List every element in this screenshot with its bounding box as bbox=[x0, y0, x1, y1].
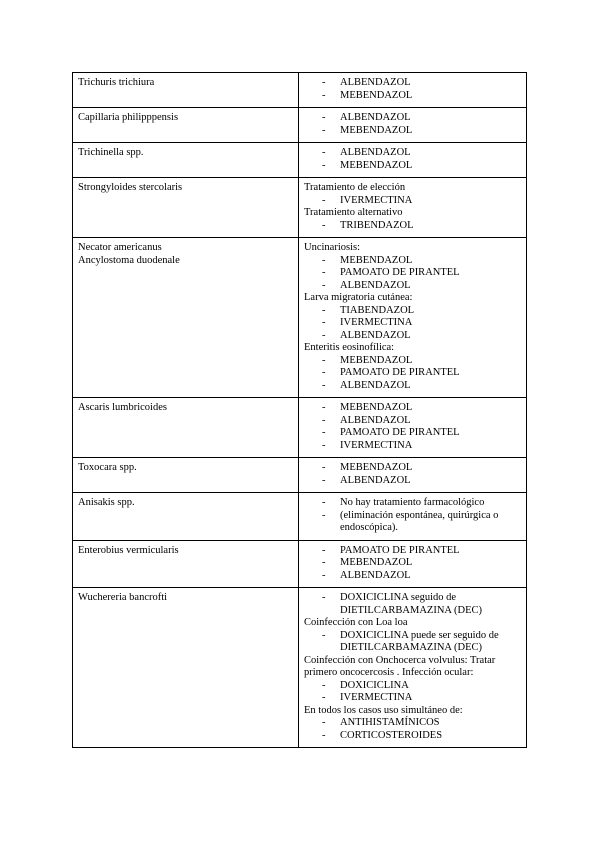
organism-name: Toxocara spp. bbox=[78, 462, 137, 473]
drug-name: IVERMECTINA bbox=[340, 692, 413, 703]
bullet-dash: - bbox=[322, 679, 326, 691]
organism-cell bbox=[73, 108, 299, 143]
drug-name: (eliminación espontánea, quirúrgica o endoscópica). bbox=[340, 509, 499, 533]
drug-name: DOXICICLINA puede ser seguido de DIETILCARBAMAZINA (DEC) bbox=[340, 629, 499, 653]
treatment-heading: Tratamiento de elección bbox=[304, 182, 406, 193]
organism-name: Trichinella spp. bbox=[78, 147, 144, 158]
drug-list-item bbox=[304, 195, 521, 208]
organism-name: Anisakis spp. bbox=[78, 497, 135, 508]
bullet-dash: - bbox=[322, 629, 326, 641]
bullet-dash: - bbox=[322, 194, 326, 206]
bullet-dash: - bbox=[322, 279, 326, 291]
drug-name: MEBENDAZOL bbox=[340, 254, 413, 266]
table-row bbox=[73, 458, 527, 493]
table-body bbox=[73, 73, 527, 748]
bullet-dash: - bbox=[322, 414, 326, 426]
drug-name: MEBENDAZOL bbox=[340, 124, 413, 136]
drug-list-item bbox=[304, 570, 521, 583]
drug-name: ALBENDAZOL bbox=[340, 329, 411, 341]
treatment-heading: Coinfección con Loa loa bbox=[304, 617, 408, 628]
organism-name: Ancylostoma duodenale bbox=[78, 254, 180, 266]
bullet-dash: - bbox=[322, 329, 326, 341]
treatment-heading: Coinfección con Onchocerca volvulus: Tratar primero oncocercosis . Infección ocular: bbox=[304, 654, 496, 678]
treatment-heading: En todos los casos uso simultáneo de: bbox=[304, 704, 463, 716]
treatment-heading: Larva migratoria cutánea: bbox=[304, 292, 413, 303]
bullet-dash: - bbox=[322, 569, 326, 581]
drug-name: ALBENDAZOL bbox=[340, 474, 411, 486]
table-row bbox=[73, 493, 527, 541]
drug-list-item bbox=[304, 90, 521, 103]
bullet-dash: - bbox=[322, 462, 326, 473]
drug-name: ALBENDAZOL bbox=[340, 379, 411, 391]
drug-list-item bbox=[304, 220, 521, 233]
organism-cell bbox=[73, 398, 299, 458]
drug-name: DOXICICLINA seguido de DIETILCARBAMAZINA (DEC) bbox=[340, 592, 483, 616]
table-row bbox=[73, 143, 527, 178]
drug-list-item bbox=[304, 77, 521, 90]
bullet-dash: - bbox=[322, 112, 326, 123]
organism-name: Wuchereria bancrofti bbox=[78, 592, 168, 603]
bullet-dash: - bbox=[322, 544, 326, 556]
organism-cell bbox=[73, 238, 299, 398]
bullet-dash: - bbox=[322, 557, 326, 568]
organism-name: Trichuris trichiura bbox=[78, 77, 155, 88]
treatment-cell bbox=[299, 143, 527, 178]
drug-name: ALBENDAZOL bbox=[340, 112, 411, 123]
treatment-cell bbox=[299, 588, 527, 748]
bullet-dash: - bbox=[322, 354, 326, 366]
drug-list-item bbox=[304, 280, 521, 293]
drug-list-item bbox=[304, 255, 521, 268]
drug-list-item bbox=[304, 380, 521, 393]
organism-cell bbox=[73, 493, 299, 541]
drug-list-item bbox=[304, 160, 521, 173]
drug-name: MEBENDAZOL bbox=[340, 159, 413, 171]
bullet-dash: - bbox=[322, 147, 326, 158]
organism-name: Ascaris lumbricoides bbox=[78, 402, 167, 413]
treatment-cell bbox=[299, 458, 527, 493]
drug-list-item bbox=[304, 692, 521, 705]
organism-cell bbox=[73, 458, 299, 493]
drug-name: TRIBENDAZOL bbox=[340, 219, 414, 231]
drug-list-item bbox=[304, 730, 521, 743]
treatment-cell bbox=[299, 108, 527, 143]
drug-list-item bbox=[304, 125, 521, 138]
bullet-dash: - bbox=[322, 509, 326, 521]
organism-cell bbox=[73, 178, 299, 238]
drug-list-item bbox=[304, 367, 521, 380]
bullet-dash: - bbox=[322, 304, 326, 316]
treatment-cell bbox=[299, 238, 527, 398]
bullet-dash: - bbox=[322, 317, 326, 328]
drug-name: ANTIHISTAMÍNICOS bbox=[340, 717, 440, 728]
drug-name: ALBENDAZOL bbox=[340, 77, 411, 88]
bullet-dash: - bbox=[322, 592, 326, 603]
bullet-dash: - bbox=[322, 254, 326, 266]
drug-name: No hay tratamiento farmacológico bbox=[340, 497, 485, 508]
organism-cell bbox=[73, 540, 299, 588]
drug-list-item bbox=[304, 317, 521, 330]
bullet-dash: - bbox=[322, 379, 326, 391]
bullet-dash: - bbox=[322, 89, 326, 101]
bullet-dash: - bbox=[322, 474, 326, 486]
bullet-dash: - bbox=[322, 692, 326, 703]
drug-name: PAMOATO DE PIRANTEL bbox=[340, 267, 460, 278]
drug-list-item bbox=[304, 475, 521, 488]
treatment-heading: Uncinariosis: bbox=[304, 242, 360, 253]
treatment-cell bbox=[299, 73, 527, 108]
drug-name: ALBENDAZOL bbox=[340, 147, 411, 158]
drug-name: MEBENDAZOL bbox=[340, 89, 413, 101]
organism-cell bbox=[73, 73, 299, 108]
table-row bbox=[73, 588, 527, 748]
bullet-dash: - bbox=[322, 367, 326, 378]
bullet-dash: - bbox=[322, 497, 326, 508]
treatment-table bbox=[72, 72, 527, 748]
drug-name: ALBENDAZOL bbox=[340, 569, 411, 581]
drug-name: PAMOATO DE PIRANTEL bbox=[340, 427, 460, 438]
drug-list-item bbox=[304, 402, 521, 415]
drug-list-item bbox=[304, 717, 521, 730]
treatment-heading: Tratamiento alternativo bbox=[304, 207, 403, 218]
drug-list-item bbox=[304, 592, 521, 617]
drug-list-item bbox=[304, 415, 521, 428]
drug-name: ALBENDAZOL bbox=[340, 279, 411, 291]
drug-name: MEBENDAZOL bbox=[340, 462, 413, 473]
drug-list-item bbox=[304, 112, 521, 125]
drug-list-item bbox=[304, 497, 521, 510]
table-row bbox=[73, 108, 527, 143]
organism-name: Capillaria philipppensis bbox=[78, 112, 179, 123]
drug-list-item bbox=[304, 557, 521, 570]
treatment-cell bbox=[299, 540, 527, 588]
drug-list-item bbox=[304, 462, 521, 475]
drug-name: MEBENDAZOL bbox=[340, 557, 413, 568]
drug-name: MEBENDAZOL bbox=[340, 402, 413, 413]
drug-list-item bbox=[304, 330, 521, 343]
drug-list-item bbox=[304, 545, 521, 558]
drug-name: CORTICOSTEROIDES bbox=[340, 729, 443, 741]
bullet-dash: - bbox=[322, 124, 326, 136]
bullet-dash: - bbox=[322, 717, 326, 728]
drug-name: IVERMECTINA bbox=[340, 317, 413, 328]
drug-name: DOXICICLINA bbox=[340, 679, 409, 691]
bullet-dash: - bbox=[322, 77, 326, 88]
drug-name: PAMOATO DE PIRANTEL bbox=[340, 544, 460, 556]
organism-name: Enterobius vermicularis bbox=[78, 544, 179, 556]
table-row bbox=[73, 178, 527, 238]
bullet-dash: - bbox=[322, 159, 326, 171]
drug-name: PAMOATO DE PIRANTEL bbox=[340, 367, 460, 378]
organism-cell bbox=[73, 588, 299, 748]
organism-name: Necator americanus bbox=[78, 242, 162, 253]
drug-name: MEBENDAZOL bbox=[340, 354, 413, 366]
drug-name: IVERMECTINA bbox=[340, 194, 413, 206]
drug-list-item bbox=[304, 630, 521, 655]
bullet-dash: - bbox=[322, 729, 326, 741]
drug-name: IVERMECTINA bbox=[340, 439, 413, 451]
drug-list-item bbox=[304, 440, 521, 453]
table-row bbox=[73, 398, 527, 458]
organism-cell bbox=[73, 143, 299, 178]
drug-list-item bbox=[304, 680, 521, 693]
drug-list-item bbox=[304, 510, 521, 535]
drug-name: ALBENDAZOL bbox=[340, 414, 411, 426]
drug-list-item bbox=[304, 147, 521, 160]
treatment-heading: Enteritis eosinofílica: bbox=[304, 342, 395, 353]
bullet-dash: - bbox=[322, 219, 326, 231]
drug-list-item bbox=[304, 267, 521, 280]
table-row bbox=[73, 73, 527, 108]
treatment-cell bbox=[299, 493, 527, 541]
drug-name: TIABENDAZOL bbox=[340, 304, 415, 316]
drug-list-item bbox=[304, 427, 521, 440]
treatment-cell bbox=[299, 398, 527, 458]
drug-list-item bbox=[304, 305, 521, 318]
drug-list-item bbox=[304, 355, 521, 368]
table-row bbox=[73, 540, 527, 588]
bullet-dash: - bbox=[322, 267, 326, 278]
organism-name: Strongyloides stercolaris bbox=[78, 182, 183, 193]
table-row bbox=[73, 238, 527, 398]
treatment-cell bbox=[299, 178, 527, 238]
bullet-dash: - bbox=[322, 427, 326, 438]
bullet-dash: - bbox=[322, 439, 326, 451]
bullet-dash: - bbox=[322, 402, 326, 413]
